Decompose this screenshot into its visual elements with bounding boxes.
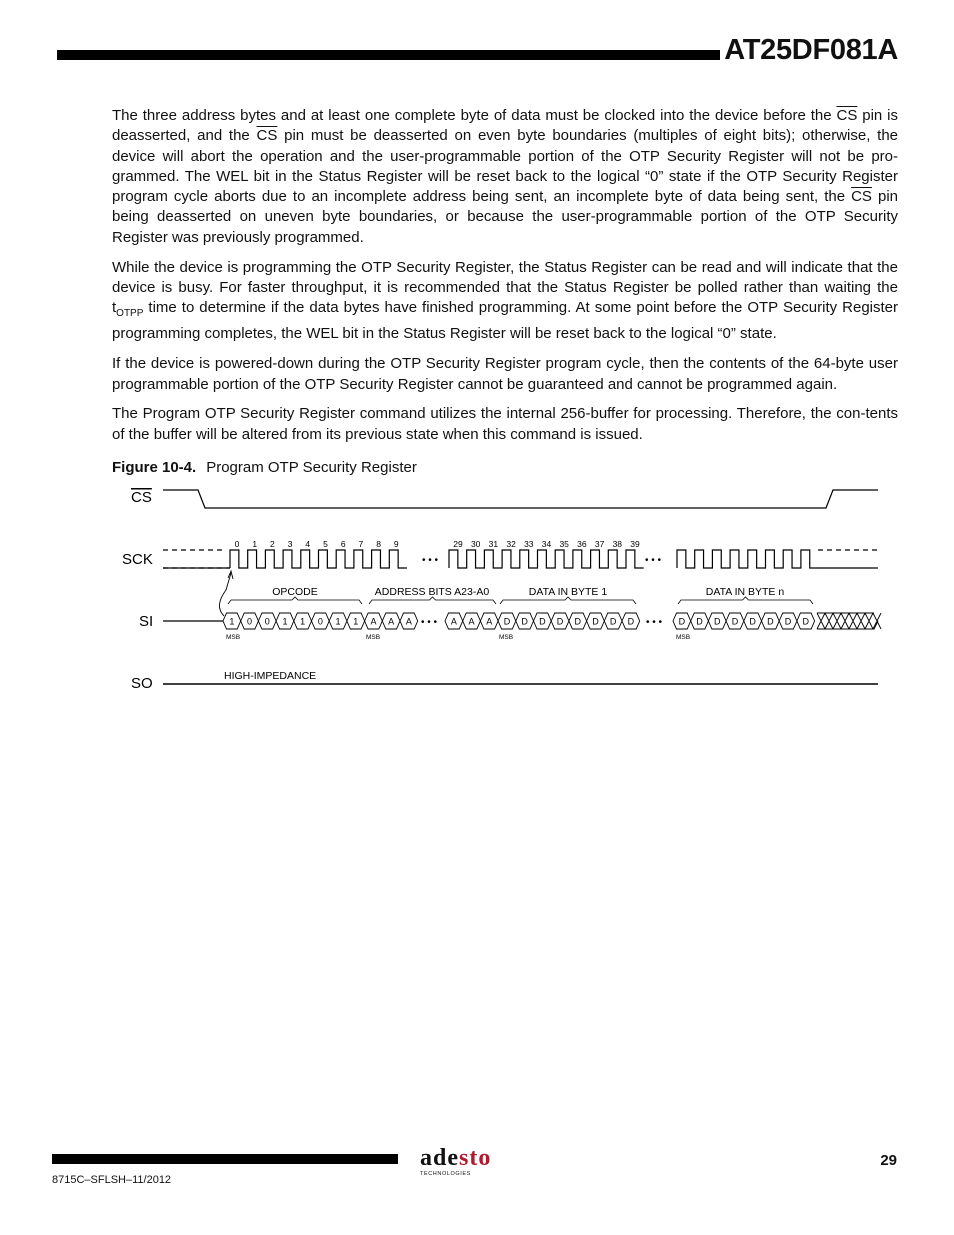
datan-bit: D [749,616,756,627]
clock-number: 7 [358,539,364,549]
paragraph-1: The three address bytes and at least one complete byte of data must be clocked into the device before the $\overline{CS}$ pin is deasserted, and the $\overline{CS}$ pin must be deasserted on even byte boundaries (multiples of eight bits); otherwise, the device will abort the operation and the user-programmable portion of the OTP Security Register will not be pro-grammed. The WEL bit in the Status Register will be reset back to the logical “0” state if the OTP Security Register program cycle aborts due to an incomplete address being sent, an incomplete byte of data being sent, the $\overline{CS}$ pin being deasserted on uneven byte boundaries, or because the user-programmable portion of the OTP Security Register was previously programmed. [112,107,898,246]
si-label: SI [139,613,154,630]
address-label: ADDRESS BITS A23-A0 [374,586,490,598]
opcode-bit: 0 [317,616,323,627]
cs-overbar: $\overline{CS}$ [256,127,278,145]
opcode-bit: 1 [353,616,359,627]
datan-bit: D [696,616,703,627]
sck-pulse-train [677,550,819,568]
data1-bit: D [539,616,546,627]
opcode-bit: 0 [264,616,270,627]
opcode-brace [228,597,362,604]
datan-bit: D [678,616,686,627]
address-bit: A [388,616,395,627]
figure-caption [112,459,417,476]
body-text [112,106,898,454]
si-ellipsis: • • • [646,617,663,628]
address-brace [369,597,496,604]
datan-bit: D [731,616,739,627]
clock-number: 38 [612,539,623,549]
address-bit: A [405,616,412,627]
si-dont-care [817,613,881,629]
datan-brace [678,597,813,604]
data1-bit: D [556,616,564,627]
figure-title: Program OTP Security Register [206,459,417,476]
address-bit: A [450,616,457,627]
cs-overbar: $\overline{CS}$ [851,188,872,206]
address-bit: A [468,616,475,627]
msb-label: MSB [225,634,241,641]
clock-number: 4 [305,539,311,549]
data1-brace [500,597,636,604]
cs-waveform [163,490,878,508]
sck-label: SCK [122,551,153,568]
document-id: 8715C–SFLSH–11/2012 [52,1174,172,1186]
datan-bit: D [784,616,792,627]
high-impedance-label: HIGH-IMPEDANCE [224,670,317,682]
clock-number: 5 [323,539,328,549]
si-ellipsis: • • • [421,617,438,628]
msb-label: MSB [675,634,691,641]
adesto-logo: adesto TECHNOLOGIES [420,1145,492,1177]
clock-number: 29 [453,539,463,549]
datan-label: DATA IN BYTE n [705,586,785,598]
datan-bit: D [714,616,721,627]
sck-ellipsis: • • • [645,555,662,566]
sck-waveform [163,550,878,568]
data1-bit: D [521,616,528,627]
clock-number: 6 [340,539,346,549]
datan-bit: D [802,616,809,627]
clock-number: 31 [488,539,499,549]
sck-ellipsis: • • • [422,555,439,566]
so-label: SO [131,675,153,692]
clock-number: 34 [541,539,552,549]
opcode-bit: 1 [282,616,288,627]
data1-label: DATA IN BYTE 1 [528,586,608,598]
clock-number: 37 [594,539,605,549]
totpp-subscript: OTPP [116,308,144,320]
clock-edge-arrow [219,573,231,616]
clock-number: 1 [252,539,258,549]
figure-number: Figure 10-4. [112,459,197,476]
data1-bit: D [609,616,617,627]
clock-number: 8 [376,539,381,549]
cs-overbar: $\overline{CS}$ [836,107,858,124]
clock-number: 2 [270,539,275,549]
opcode-bit: 1 [300,616,306,627]
sck-pulse-train [449,550,644,568]
clock-number: 9 [393,539,399,549]
clock-number: 33 [524,539,534,549]
footer-bar [52,1154,398,1164]
data1-bit: D [592,616,599,627]
data1-bit: D [574,616,581,627]
opcode-bit: 1 [229,616,235,627]
data1-bit: D [503,616,511,627]
paragraph-4: The Program OTP Security Register command utilizes the internal 256-buffer for processing. Therefore, the con-tents of the buffer will be altered from its previous state when this command is issued. [112,405,898,443]
clock-number: 35 [559,539,569,549]
opcode-bit: 0 [247,616,253,627]
msb-label: MSB [365,634,381,641]
data1-bit: D [627,616,635,627]
timing-diagram [0,480,954,700]
page-number: 29 [880,1152,897,1169]
opcode-bit: 1 [335,616,341,627]
paragraph-3: If the device is powered-down during the OTP Security Register program cycle, then the contents of the 64-byte user programmable portion of the OTP Security Register cannot be guaranteed and cannot be programmed again. [112,355,898,393]
clock-number: 0 [234,539,240,549]
msb-label: MSB [498,634,514,641]
sck-pulse-train [230,550,407,568]
clock-number: 39 [630,539,640,549]
clock-number: 30 [470,539,481,549]
clock-number: 36 [577,539,587,549]
datan-bit: D [767,616,774,627]
address-bit: A [486,616,493,627]
address-bit: A [370,616,377,627]
clock-number: 32 [506,539,516,549]
clock-number: 3 [287,539,293,549]
cs-label: CS [131,489,152,506]
paragraph-2: While the device is programming the OTP Security Register, the Status Register can be read and will indicate that the device is busy. For faster throughput, it is recommended that the Status Register be polled rather than waiting the $t_{OTPP}$ time to determine if the data bytes have finished programming. At some point before the OTP Security Register programming completes, the WEL bit in the Status Register will be reset back to the logical “0” state. [112,258,898,343]
opcode-label: OPCODE [272,586,318,598]
header-bar [57,50,720,60]
document-title: AT25DF081A [724,34,898,66]
